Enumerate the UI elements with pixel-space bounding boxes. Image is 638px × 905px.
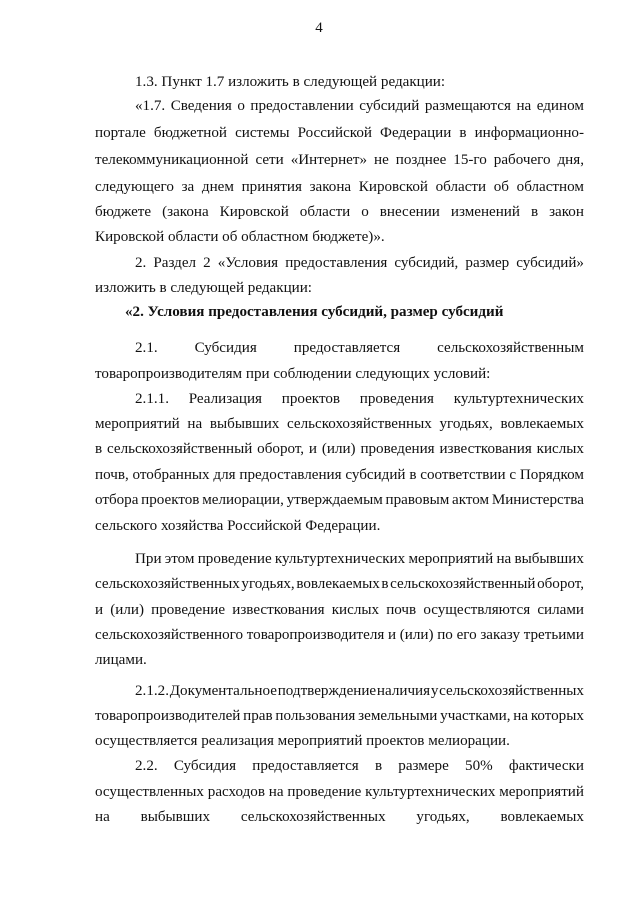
text-line: лицами. — [95, 652, 147, 668]
text-line: в сельскохозяйственный оборот, и (или) проведения известкования кислых — [95, 441, 584, 457]
text-line: на выбывших сельскохозяйственных угодьях, вовлекаемых — [95, 809, 584, 825]
text-line: «2. Условия предоставления субсидий, размер субсидий — [125, 304, 504, 320]
page-number: 4 — [315, 20, 323, 36]
text-line: 2.2. Субсидия предоставляется в размере 50% фактически — [135, 758, 584, 774]
text-line: портале бюджетной системы Российской Федерации в информационно- — [95, 125, 584, 141]
text-line: осуществляется реализация мероприятий проектов мелиорации. — [95, 733, 510, 749]
text-line: 2.1.2. Документальное подтверждение наличия у сельскохозяйственных — [135, 683, 584, 699]
text-line: и (или) проведение известкования кислых почв осуществляются силами — [95, 602, 584, 618]
text-line: мероприятий на выбывших сельскохозяйственных угодьях, вовлекаемых — [95, 416, 584, 432]
text-line: 1.3. Пункт 1.7 изложить в следующей редакции: — [135, 74, 446, 90]
text-line: При этом проведение культуртехнических мероприятий на выбывших — [135, 551, 584, 567]
text-line: товаропроизводителей прав пользования земельными участками, на которых — [95, 708, 584, 724]
text-line: 2. Раздел 2 «Условия предоставления субсидий, размер субсидий» — [135, 255, 584, 271]
text-line: 2.1.1. Реализация проектов проведения культуртехнических — [135, 391, 584, 407]
text-line: отбора проектов мелиорации, утверждаемым правовым актом Министерства — [95, 492, 584, 508]
text-line: сельскохозяйственных угодьях, вовлекаемых в сельскохозяйственный оборот, — [95, 576, 584, 592]
text-line: осуществленных расходов на проведение культуртехнических мероприятий — [95, 784, 584, 800]
text-line: Кировской области об областном бюджете)». — [95, 229, 385, 245]
text-line: «1.7. Сведения о предоставлении субсидий размещаются на едином — [135, 98, 584, 114]
text-line: сельскохозяйственного товаропроизводителя и (или) по его заказу третьими — [95, 627, 584, 643]
text-line: изложить в следующей редакции: — [95, 280, 312, 296]
text-line: следующего за днем принятия закона Кировской области об областном — [95, 179, 584, 195]
text-line: почв, отобранных для предоставления субсидий в соответствии с Порядком — [95, 467, 584, 483]
text-line: бюджете (закона Кировской области о внесении изменений в закон — [95, 204, 584, 220]
text-line: телекоммуникационной сети «Интернет» не позднее 15-го рабочего дня, — [95, 152, 584, 168]
text-line: товаропроизводителям при соблюдении следующих условий: — [95, 366, 491, 382]
text-line: 2.1. Субсидия предоставляется сельскохозяйственным — [135, 340, 584, 356]
text-line: сельского хозяйства Российской Федерации. — [95, 518, 381, 534]
